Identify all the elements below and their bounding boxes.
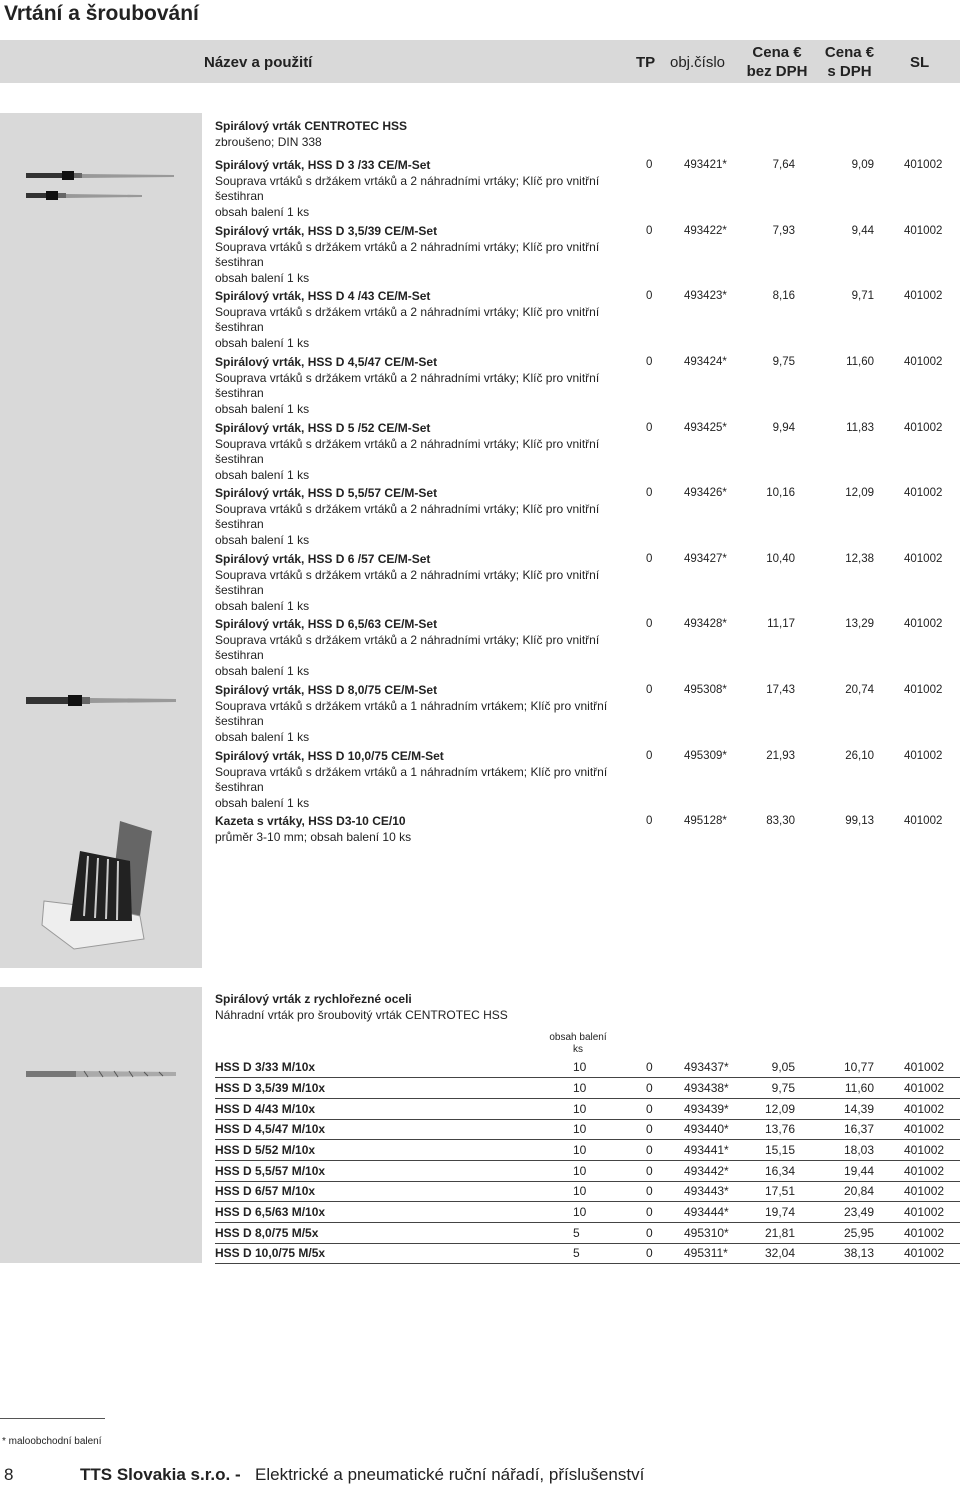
row-order-number: 493438* [684,1081,729,1095]
product-description: Souprava vrtáků s držákem vrtáků a 2 náhradními vrtáky; Klíč pro vnitřní šestihran [215,436,600,467]
product-sl: 401002 [904,815,943,827]
product-name: Spirálový vrták, HSS D 3 /33 CE/M-Set [215,158,431,172]
header-order-number: obj.číslo [670,54,726,71]
product-row [215,552,960,614]
row-tp: 0 [646,1122,653,1136]
row-sl: 401002 [904,1226,945,1240]
product-price-excl: 10,40 [766,553,795,565]
product-price-incl: 26,10 [845,750,874,762]
product-price-incl: 9,44 [851,225,874,237]
product-description: Souprava vrtáků s držákem vrtáků a 2 náhradními vrtáky; Klíč pro vnitřní šestihran [215,567,600,598]
table-row [215,1222,960,1244]
row-order-number: 493443* [684,1184,729,1198]
footnote-divider [0,1418,105,1419]
product-row [215,814,960,845]
product-price-excl: 11,17 [767,618,795,630]
section2-subtitle: Náhradní vrták pro šroubovitý vrták CENTROTEC HSS [215,1008,508,1022]
product-order-number: 493426* [684,487,727,499]
row-pack: 5 [573,1246,580,1260]
product-row [215,355,960,417]
row-order-number: 495311* [684,1246,728,1260]
replacement-drill-image-panel [0,987,202,1263]
product-description: Souprava vrtáků s držákem vrtáků a 1 náhradním vrtákem; Klíč pro vnitřní šestihran [215,764,608,795]
page-title: Vrtání a šroubování [4,2,199,25]
row-name: HSS D 6/57 M/10x [215,1184,316,1198]
product-name: Spirálový vrták, HSS D 5,5/57 CE/M-Set [215,486,438,500]
row-name: HSS D 6,5/63 M/10x [215,1205,326,1219]
product-price-incl: 20,74 [845,684,874,696]
product-price-incl: 12,09 [845,487,874,499]
product-tp: 0 [646,684,653,696]
row-price-excl: 9,75 [771,1081,795,1095]
table-row [215,1139,960,1161]
row-sl: 401002 [904,1122,945,1136]
row-sl: 401002 [904,1060,945,1074]
row-price-incl: 10,77 [843,1060,874,1074]
product-name: Spirálový vrták, HSS D 4 /43 CE/M-Set [215,289,431,303]
row-name: HSS D 5,5/57 M/10x [215,1164,326,1178]
product-price-excl: 83,30 [766,815,795,827]
product-price-excl: 21,93 [766,750,795,762]
product-tp: 0 [646,815,653,827]
row-tp: 0 [646,1060,653,1074]
row-price-excl: 32,04 [764,1246,795,1260]
header-price-incl-vat: Cena € s DPH [824,44,875,80]
product-price-excl: 17,43 [766,684,795,696]
product-row [215,683,960,745]
product-description: Souprava vrtáků s držákem vrtáků a 2 náhradními vrtáky; Klíč pro vnitřní šestihran [215,501,600,532]
drill-set-image [24,168,179,208]
row-order-number: 493444* [684,1205,729,1219]
product-name: Spirálový vrták, HSS D 5 /52 CE/M-Set [215,421,431,435]
row-tp: 0 [646,1184,653,1198]
product-tp: 0 [646,290,653,302]
product-tp: 0 [646,750,653,762]
row-tp: 0 [646,1226,653,1240]
product-sl: 401002 [904,159,943,171]
product-row [215,486,960,548]
product-row [215,289,960,351]
row-order-number: 493441* [684,1143,729,1157]
product-pack: obsah balení 1 ks [215,598,310,613]
table-row [215,1056,960,1078]
row-pack: 10 [573,1184,587,1198]
product-image-panel [0,113,202,968]
product-order-number: 493424* [684,356,727,368]
row-sl: 401002 [904,1246,945,1260]
product-pack: obsah balení 1 ks [215,729,310,744]
drill-case-image [40,821,165,951]
product-price-incl: 12,38 [845,553,874,565]
replacement-drill-image [24,1067,179,1081]
header-name-use: Název a použití [204,54,313,71]
product-pack: obsah balení 1 ks [215,204,310,219]
row-sl: 401002 [904,1143,945,1157]
row-order-number: 493440* [684,1122,729,1136]
product-name: Spirálový vrták, HSS D 4,5/47 CE/M-Set [215,355,438,369]
product-order-number: 493425* [684,422,727,434]
row-price-excl: 15,15 [764,1143,795,1157]
product-name: Kazeta s vrtáky, HSS D3-10 CE/10 [215,814,406,828]
row-name: HSS D 4,5/47 M/10x [215,1122,326,1136]
product-sl: 401002 [904,553,943,565]
section2-title: Spirálový vrták z rychlořezné oceli [215,992,412,1006]
row-sl: 401002 [904,1164,945,1178]
row-price-incl: 16,37 [843,1122,874,1136]
section1-title: Spirálový vrták CENTROTEC HSS [215,119,408,133]
product-tp: 0 [646,618,653,630]
row-tp: 0 [646,1205,653,1219]
row-price-excl: 9,05 [771,1060,795,1074]
product-description: Souprava vrtáků s držákem vrtáků a 2 náhradními vrtáky; Klíč pro vnitřní šestihran [215,370,600,401]
product-pack: obsah balení 1 ks [215,532,310,547]
table-header [0,40,960,83]
product-order-number: 493428* [684,618,727,630]
row-name: HSS D 10,0/75 M/5x [215,1246,326,1260]
row-name: HSS D 3/33 M/10x [215,1060,316,1074]
product-description: průměr 3-10 mm; obsah balení 10 ks [215,829,412,844]
product-row [215,421,960,483]
product-sl: 401002 [904,356,943,368]
product-tp: 0 [646,487,653,499]
table-row [215,1242,960,1264]
product-pack: obsah balení 1 ks [215,795,310,810]
table-row [215,1077,960,1099]
row-pack: 10 [573,1081,587,1095]
row-order-number: 493437* [684,1060,729,1074]
product-sl: 401002 [904,290,943,302]
company-tagline: Elektrické a pneumatické ruční nářadí, příslušenství [255,1465,645,1484]
section1-subtitle: zbroušeno; DIN 338 [215,135,322,149]
product-row [215,617,960,679]
product-price-excl: 9,75 [772,356,795,368]
product-price-excl: 9,94 [772,422,795,434]
product-name: Spirálový vrták, HSS D 3,5/39 CE/M-Set [215,224,438,238]
product-name: Spirálový vrták, HSS D 10,0/75 CE/M-Set [215,749,444,763]
row-tp: 0 [646,1143,653,1157]
row-price-incl: 20,84 [843,1184,874,1198]
product-order-number: 495309* [684,750,727,762]
row-price-excl: 13,76 [764,1122,795,1136]
row-name: HSS D 5/52 M/10x [215,1143,316,1157]
row-price-incl: 38,13 [843,1246,874,1260]
product-pack: obsah balení 1 ks [215,335,310,350]
row-tp: 0 [646,1246,653,1260]
product-row [215,749,960,811]
table-row [215,1180,960,1202]
product-sl: 401002 [904,684,943,696]
product-price-excl: 10,16 [766,487,795,499]
product-order-number: 493422* [684,225,727,237]
product-price-excl: 7,93 [772,225,795,237]
product-row [215,158,960,220]
product-price-incl: 9,71 [851,290,874,302]
product-sl: 401002 [904,618,943,630]
row-price-incl: 11,60 [844,1081,874,1095]
product-price-incl: 13,29 [845,618,874,630]
row-pack: 10 [573,1122,587,1136]
product-sl: 401002 [904,225,943,237]
row-pack: 10 [573,1143,587,1157]
header-sl: SL [910,54,930,71]
row-sl: 401002 [904,1081,945,1095]
row-order-number: 493442* [684,1164,729,1178]
footnote: * maloobchodní balení [2,1436,102,1447]
row-pack: 10 [573,1102,587,1116]
row-price-excl: 12,09 [764,1102,795,1116]
product-price-incl: 99,13 [845,815,874,827]
product-pack: obsah balení 1 ks [215,467,310,482]
row-name: HSS D 8,0/75 M/5x [215,1226,319,1240]
product-price-excl: 8,16 [772,290,795,302]
product-description: Souprava vrtáků s držákem vrtáků a 1 náhradním vrtákem; Klíč pro vnitřní šestihran [215,698,608,729]
product-description: Souprava vrtáků s držákem vrtáků a 2 náhradními vrtáky; Klíč pro vnitřní šestihran [215,304,600,335]
row-pack: 10 [573,1205,587,1219]
product-order-number: 493423* [684,290,727,302]
row-tp: 0 [646,1102,653,1116]
drill-set-image-large [24,693,179,709]
table-row [215,1118,960,1140]
row-name: HSS D 4/43 M/10x [215,1102,316,1116]
row-price-incl: 14,39 [843,1102,874,1116]
product-order-number: 493427* [684,553,727,565]
product-tp: 0 [646,553,653,565]
product-price-incl: 11,83 [846,422,874,434]
product-price-incl: 9,09 [851,159,874,171]
page-number: 8 [4,1465,14,1484]
product-pack: obsah balení 1 ks [215,663,310,678]
company-name: TTS Slovakia s.r.o. - [80,1465,241,1484]
product-description: Souprava vrtáků s držákem vrtáků a 2 náhradními vrtáky; Klíč pro vnitřní šestihran [215,173,600,204]
header-price-excl-vat: Cena € bez DPH [746,44,808,80]
product-price-incl: 11,60 [846,356,874,368]
product-tp: 0 [646,159,653,171]
row-price-excl: 16,34 [764,1164,795,1178]
row-price-incl: 23,49 [843,1205,874,1219]
row-sl: 401002 [904,1102,945,1116]
product-order-number: 495308* [684,684,727,696]
row-pack: 5 [573,1226,580,1240]
row-price-excl: 19,74 [764,1205,795,1219]
product-description: Souprava vrtáků s držákem vrtáků a 2 náhradními vrtáky; Klíč pro vnitřní šestihran [215,239,600,270]
product-name: Spirálový vrták, HSS D 6 /57 CE/M-Set [215,552,431,566]
product-order-number: 495128* [684,815,727,827]
table-row [215,1201,960,1223]
product-row [215,224,960,286]
product-sl: 401002 [904,422,943,434]
row-tp: 0 [646,1081,653,1095]
row-pack: 10 [573,1164,587,1178]
row-price-incl: 19,44 [843,1164,874,1178]
product-description: Souprava vrtáků s držákem vrtáků a 2 náhradními vrtáky; Klíč pro vnitřní šestihran [215,632,600,663]
header-tp: TP [636,54,656,71]
table-row [215,1098,960,1120]
row-name: HSS D 3,5/39 M/10x [215,1081,326,1095]
product-pack: obsah balení 1 ks [215,401,310,416]
product-sl: 401002 [904,750,943,762]
product-name: Spirálový vrták, HSS D 8,0/75 CE/M-Set [215,683,438,697]
product-tp: 0 [646,422,653,434]
table-row [215,1160,960,1182]
product-price-excl: 7,64 [772,159,795,171]
row-order-number: 493439* [684,1102,729,1116]
row-order-number: 495310* [684,1226,729,1240]
row-price-excl: 21,81 [764,1226,795,1240]
pack-column-header: obsah balení ks [549,1032,607,1055]
row-sl: 401002 [904,1184,945,1198]
product-sl: 401002 [904,487,943,499]
row-price-incl: 18,03 [843,1143,874,1157]
row-pack: 10 [573,1060,587,1074]
product-tp: 0 [646,356,653,368]
product-name: Spirálový vrták, HSS D 6,5/63 CE/M-Set [215,617,438,631]
row-tp: 0 [646,1164,653,1178]
row-price-incl: 25,95 [843,1226,874,1240]
product-tp: 0 [646,225,653,237]
product-pack: obsah balení 1 ks [215,270,310,285]
product-order-number: 493421* [684,159,727,171]
row-sl: 401002 [904,1205,945,1219]
row-price-excl: 17,51 [764,1184,795,1198]
